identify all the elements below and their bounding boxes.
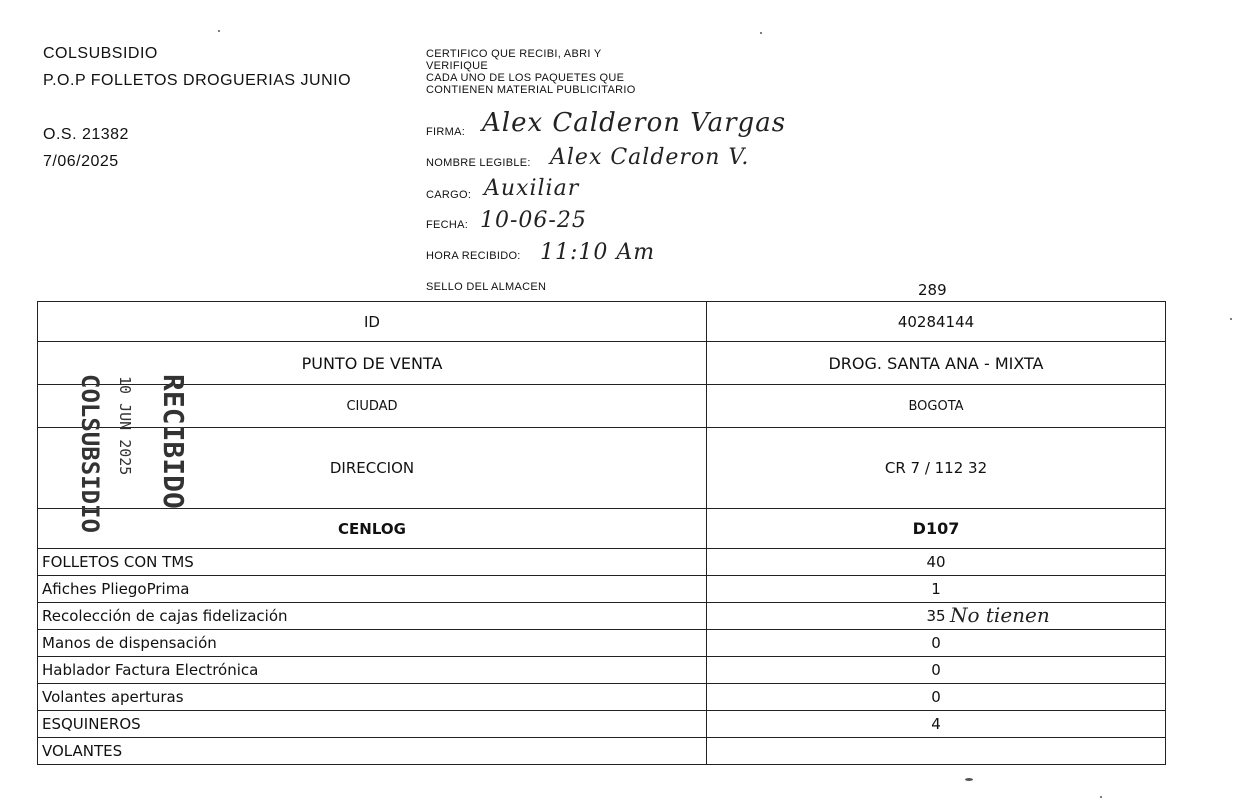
- fecha-value: 10-06-25: [480, 208, 587, 233]
- row-label: ID: [38, 302, 707, 342]
- table-row: [38, 738, 1166, 765]
- scan-speck: [1100, 796, 1102, 798]
- table-row: [38, 711, 1166, 738]
- item-label: Afiches PliegoPrima: [38, 576, 707, 603]
- hora-label: HORA RECIBIDO:: [426, 250, 521, 262]
- item-value: 0: [707, 684, 1166, 711]
- stamp-line: COLSUBSIDIO: [76, 374, 104, 533]
- row-value: BOGOTA: [707, 385, 1166, 428]
- received-stamp: [72, 372, 212, 533]
- item-label: ESQUINEROS: [38, 711, 707, 738]
- cargo-value: Auxiliar: [484, 176, 580, 201]
- item-value: [707, 738, 1166, 765]
- row-value: CR 7 / 112 32: [707, 428, 1166, 509]
- item-value: 4: [707, 711, 1166, 738]
- item-label: VOLANTES: [38, 738, 707, 765]
- handwritten-note: No tienen: [950, 603, 1050, 627]
- item-label: FOLLETOS CON TMS: [38, 549, 707, 576]
- cert-line: CONTIENEN MATERIAL PUBLICITARIO: [426, 84, 636, 96]
- nombre-value: Alex Calderon V.: [550, 145, 750, 170]
- order-number: O.S. 21382: [43, 126, 129, 143]
- page-number: 289: [918, 281, 947, 299]
- row-value: DROG. SANTA ANA - MIXTA: [707, 342, 1166, 385]
- table-row: [38, 684, 1166, 711]
- delivery-table: [37, 301, 1166, 765]
- row-label: CIUDAD: [38, 385, 707, 428]
- table-row: [38, 657, 1166, 684]
- scan-speck: [1230, 318, 1232, 320]
- stamp-line: 10 JUN 2025: [116, 376, 134, 476]
- item-label: Hablador Factura Electrónica: [38, 657, 707, 684]
- document-date: 7/06/2025: [43, 153, 119, 170]
- scan-speck: [965, 778, 973, 781]
- item-value: 40: [707, 549, 1166, 576]
- item-value: 0: [707, 657, 1166, 684]
- header-left: [43, 40, 351, 175]
- cert-line: CERTIFICO QUE RECIBI, ABRI Y: [426, 48, 602, 60]
- row-label: DIRECCION: [38, 428, 707, 509]
- table-row: [38, 302, 1166, 342]
- cargo-label: CARGO:: [426, 189, 472, 201]
- firma-label: FIRMA:: [426, 126, 466, 138]
- scan-speck: [218, 30, 220, 32]
- row-value: 40284144: [707, 302, 1166, 342]
- hora-value: 11:10 Am: [540, 240, 656, 265]
- certificate-text: [426, 48, 636, 96]
- table-row: [38, 509, 1166, 549]
- table-row: [38, 630, 1166, 657]
- row-label: PUNTO DE VENTA: [38, 342, 707, 385]
- cert-line: VERIFIQUE: [426, 60, 488, 72]
- item-label: Recolección de cajas fidelización: [38, 603, 707, 630]
- nombre-label: NOMBRE LEGIBLE:: [426, 157, 531, 169]
- row-value: D107: [707, 509, 1166, 549]
- company-name: COLSUBSIDIO: [43, 45, 158, 62]
- firma-signature: Alex Calderon Vargas: [482, 108, 787, 138]
- sello-label: SELLO DEL ALMACEN: [426, 281, 547, 293]
- row-label: CENLOG: [38, 509, 707, 549]
- table-row: [38, 576, 1166, 603]
- stamp-line: RECIBIDO: [157, 374, 190, 509]
- document-subtitle: P.O.P FOLLETOS DROGUERIAS JUNIO: [43, 72, 352, 89]
- fecha-label: FECHA:: [426, 219, 469, 231]
- item-value: 1: [707, 576, 1166, 603]
- item-label: Manos de dispensación: [38, 630, 707, 657]
- scan-speck: [760, 32, 762, 34]
- item-label: Volantes aperturas: [38, 684, 707, 711]
- table-row: [38, 549, 1166, 576]
- item-value: 35: [707, 603, 1166, 630]
- cert-line: CADA UNO DE LOS PAQUETES QUE: [426, 72, 625, 84]
- item-value: 0: [707, 630, 1166, 657]
